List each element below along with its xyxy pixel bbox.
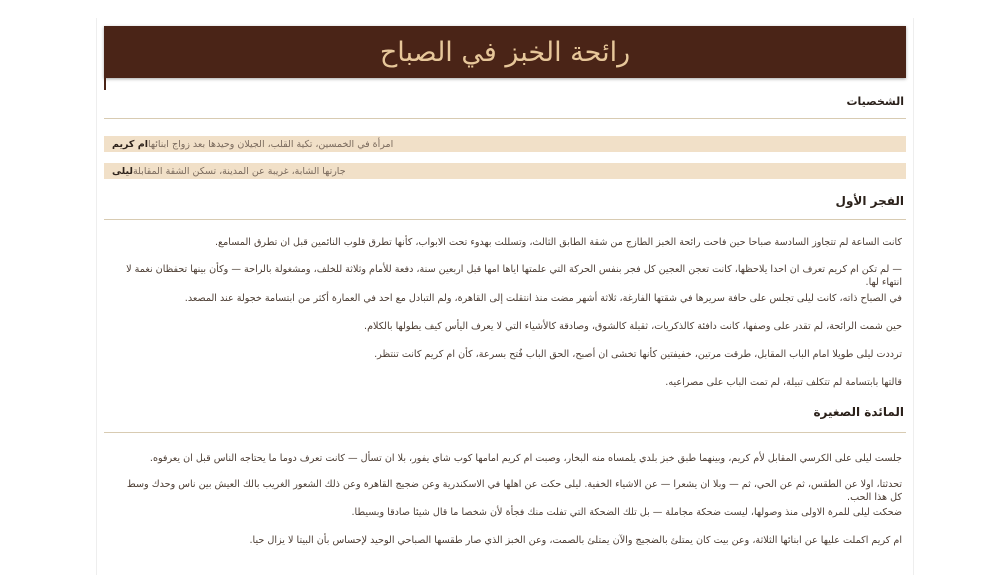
paragraph: ام كريم اكملت عليها عن ابنائها الثلاثة، وعن بيت كان يمتلئ بالضجيج والآن يمتلئ بالصمت، وعن الخبز الذي صار طقسها الصباحي الوحيد لإحساس بأن البيتا لا يزال حيا. bbox=[249, 535, 902, 546]
character-description: امرأة في الخمسين، تكية القلب، الجيلان وحيدها بعد زواج ابنائها bbox=[147, 138, 394, 150]
paragraph: في الصباح ذاته، كانت ليلى تجلس على حافة سريرها في شقتها الفارغة، ثلاثة أشهر مضت منذ انتقلت إلى القاهرة، ولم التبادل مع احد في العمارة أكثر من ابتسامة خجولة عند المصعد. bbox=[184, 293, 902, 304]
divider bbox=[104, 219, 906, 220]
paragraph: كانت الساعة لم تتجاوز السادسة صباحا حين فاحت رائحة الخبز الطازج من شقة الطابق الثالث، وتسللت بهدوء تحت الابواب، كأنها تطرق قلوب النائمين قبل ان تطرق المسامع. bbox=[215, 237, 902, 248]
character-description: جارتها الشابة، غريبة عن المدينة، تسكن الشقة المقابلة bbox=[132, 165, 346, 177]
divider bbox=[104, 432, 906, 433]
title-tick-decoration bbox=[104, 78, 106, 90]
paragraph: حين شمت الرائحة، لم تقدر على وصفها، كانت دافئة كالذكريات، ثقيلة كالشوق، وصادقة كالأشياء التي لا يعرف اليأس كيف يطولها بالكلام. bbox=[364, 321, 902, 332]
page-border-right bbox=[913, 18, 914, 575]
paragraph: تحدثتا، اولا عن الطقس، ثم عن الحي، ثم — وبلا ان يشعرا — عن الاشياء الخفية. ليلى حكت عن اهلها في الاسكندرية وعن ضجيج القاهرة وعن ذلك الشعور الغريب بالك العيش بين ناس وحدك وسط كل هذا الحب. bbox=[126, 479, 902, 503]
chapter-title: المائدة الصغيرة bbox=[813, 405, 904, 419]
character-row bbox=[104, 163, 906, 179]
paragraph: جلست ليلى على الكرسي المقابل لأم كريم، وبينهما طبق خبز بلدي يلمساه منه البخار، وصبت ام كريم امامها كوب شاي يفور، بلا ان تسأل — كانت تعرف دوما ما يحتاجه الناس قبل ان يعرفوه. bbox=[149, 453, 902, 464]
character-name: ليلى bbox=[112, 165, 133, 177]
paragraph: ترددت ليلى طويلا امام الباب المقابل، طرقت مرتين، خفيفتين كأنها تخشى ان أصبح، الحق الباب فُتح بسرعة، كأن ام كريم كانت تنتظر. bbox=[374, 349, 902, 360]
characters-heading: الشخصيات bbox=[846, 95, 904, 108]
character-row bbox=[104, 136, 906, 152]
paragraph: — لم تكن ام كريم تعرف ان احدا يلاحظها، كانت تعجن العجين كل فجر بنفس الحركة التي علمتها اياها امها قبل اربعين سنة، دفعة للأمام وثلاثة للخلف، ومشغولة بالراحة — وكأن بينها تحفظان نغمة لا انتهاء لها. bbox=[126, 264, 902, 288]
paragraph: ضحكت ليلى للمرة الاولى منذ وصولها، ليست ضحكة مجاملة — بل تلك الضحكة التي تفلت منك فجأة لأن شخصا ما قال شيئا صادقا وبسيطا. bbox=[351, 507, 902, 518]
character-name: ام كريم bbox=[112, 138, 148, 150]
page-border-left bbox=[96, 18, 97, 575]
divider bbox=[104, 118, 906, 119]
paragraph: قالتها بابتسامة لم تتكلف تبيلة، لم تمت الباب على مصراعيه. bbox=[665, 377, 902, 388]
title-banner bbox=[104, 26, 906, 78]
page-title: رائحة الخبز في الصباح bbox=[379, 36, 631, 68]
chapter-title: الفجر الأول bbox=[835, 194, 904, 208]
